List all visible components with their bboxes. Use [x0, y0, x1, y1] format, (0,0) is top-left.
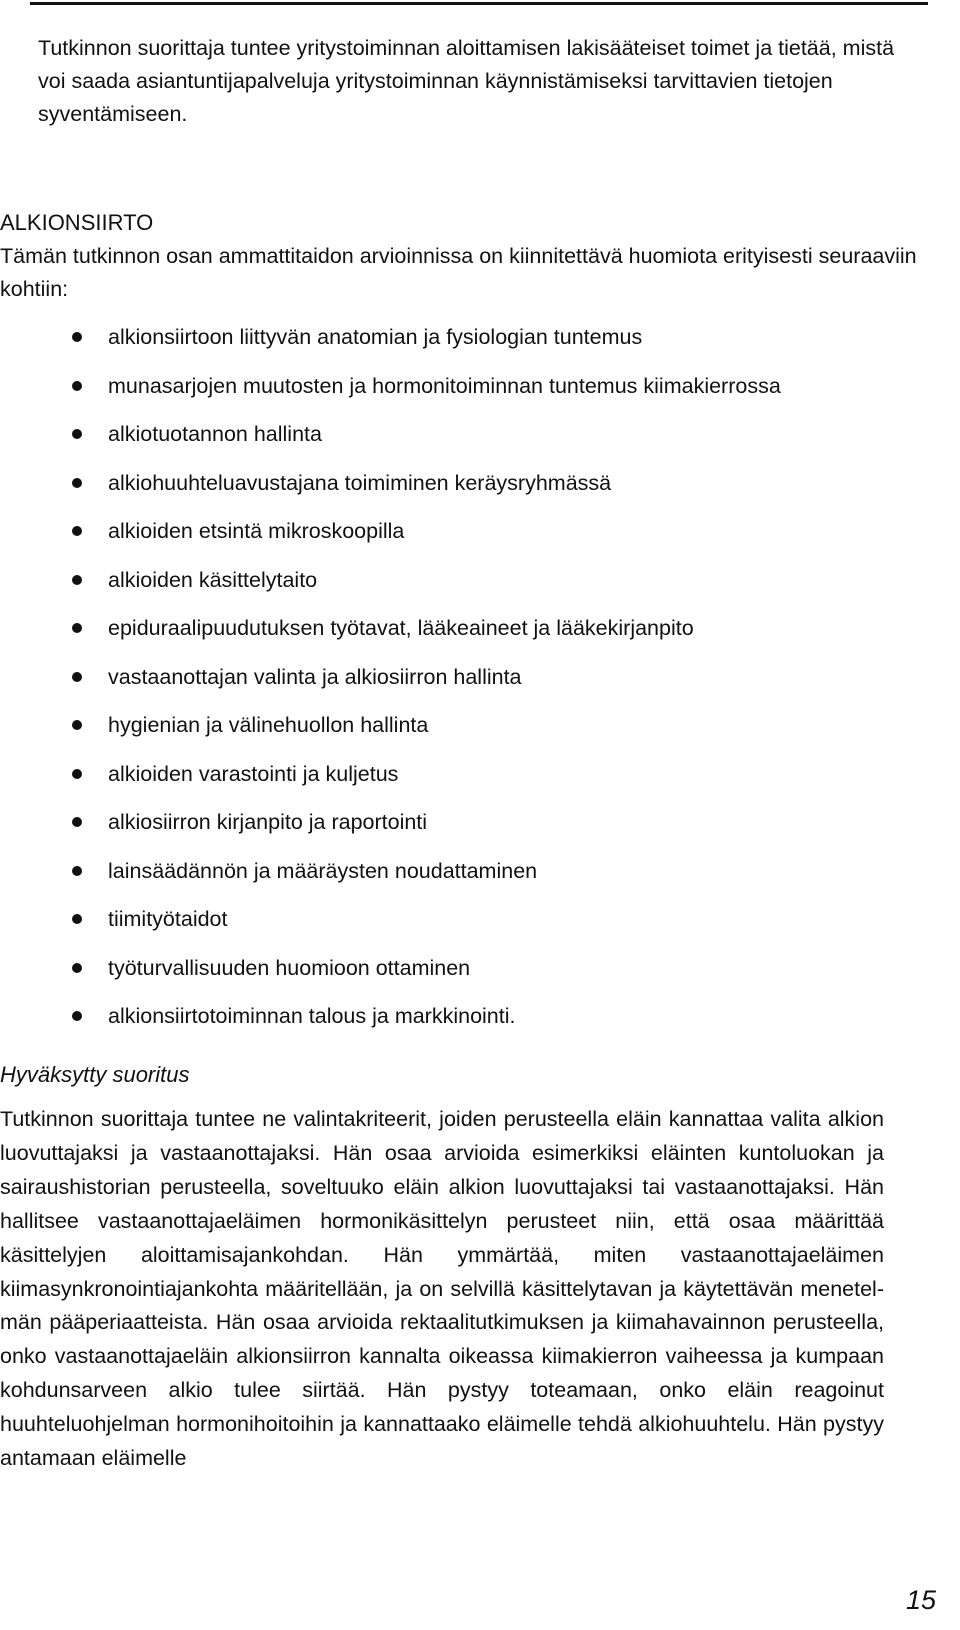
list-item	[0, 902, 930, 951]
list-item	[0, 466, 930, 515]
page-number: 15	[905, 1585, 936, 1615]
bullet-icon	[72, 866, 82, 876]
bullet-icon	[72, 817, 82, 827]
bullet-icon	[72, 720, 82, 730]
section-heading: ALKIONSIIRTO	[0, 210, 154, 235]
intro-text: Tutkinnon suorittaja tuntee yritystoiminnan aloittamisen lakisääteiset toimet ja tietää, mistä voi saada asiantuntijapalveluja yritystoiminnan käynnistämiseksi tarvittavien tietojen syventämiseen.	[38, 36, 895, 126]
list-item	[0, 951, 930, 1000]
accepted-heading: Hyväksytty suoritus	[0, 1062, 190, 1087]
bullet-icon	[72, 769, 82, 779]
list-item	[0, 805, 930, 854]
top-rule	[30, 2, 928, 5]
bullet-icon	[72, 381, 82, 391]
list-item-text: alkiotuotannon hallinta	[108, 422, 322, 446]
list-item	[0, 708, 930, 757]
list-item	[0, 757, 930, 806]
list-item-text: alkiosiirron kirjanpito ja raportointi	[108, 810, 428, 834]
bullet-icon	[72, 963, 82, 973]
bullet-icon	[72, 526, 82, 536]
list-item	[0, 369, 930, 418]
bullet-icon	[72, 429, 82, 439]
bullet-icon	[72, 623, 82, 633]
list-item-text: hygienian ja välinehuollon hallinta	[108, 713, 429, 737]
bullet-icon	[72, 575, 82, 585]
list-item-text: munasarjojen muutosten ja hormonitoiminnan tuntemus kiimakierrossa	[108, 373, 781, 398]
list-item	[0, 563, 930, 612]
bullet-icon	[72, 478, 82, 488]
list-item	[0, 854, 930, 903]
list-item-text: tiimityötaidot	[108, 907, 228, 931]
list-item-text: vastaanottajan valinta ja alkiosiirron hallinta	[108, 664, 522, 689]
criteria-list	[0, 320, 930, 1048]
bullet-icon	[72, 1011, 82, 1021]
bullet-icon	[72, 672, 82, 682]
list-item-text: epiduraalipuudutuksen työtavat, lääkeaineet ja lääkekirjanpito	[108, 616, 694, 640]
list-item-text: työturvallisuuden huomioon ottaminen	[108, 955, 471, 980]
list-item	[0, 999, 930, 1048]
accepted-body: Tutkinnon suorittaja tuntee ne valintakriteerit, joiden perusteella eläin kannattaa valita alkion luovuttajaksi ja vastaanottajaksi. Hän osaa arvioida esimerkiksi eläinten kuntoluokan ja sairaushistorian perusteella, soveltuuko eläin alkion luovuttajaksi tai vastaanottajaksi. Hän hallitsee vastaanottajaeläimen hormonikäsittelyn perusteet niin, että osaa määrittää käsittelyjen aloittamisajankohdan. Hän ymmärtää, miten vastaanottajaeläimen kiimasynkronointiajankohta määritellään, ja on selvillä käsittelytavan ja käytettävän menetelmän pääperiaatteista. Hän osaa arvioida rektaalitutkimuksen ja kiimahavainnon perusteella, onko vastaanottajaeläin alkionsiirron kannalta oikeassa kiimakierron vaiheessa ja kumpaan kohdunsarveen alkio tulee siirtää. Hän pystyy toteamaan, onko eläin reagoinut huuhteluohjelman hormonihoitoihin ja kannattaako eläimelle tehdä alkiohuuhtelu. Hän pystyy antamaan eläimelle	[0, 1107, 884, 1471]
list-item-text: alkionsiirtotoiminnan talous ja markkinointi.	[108, 1004, 516, 1028]
list-item	[0, 320, 930, 369]
list-item-text: alkionsiirtoon liittyvän anatomian ja fysiologian tuntemus	[108, 325, 643, 349]
list-item	[0, 417, 930, 466]
list-item	[0, 660, 930, 709]
list-item	[0, 514, 930, 563]
list-item-text: alkiohuuhteluavustajana toimiminen keräysryhmässä	[108, 470, 612, 495]
list-item-text: lainsäädännön ja määräysten noudattaminen	[108, 858, 538, 883]
list-item-text: alkioiden varastointi ja kuljetus	[108, 761, 399, 786]
bullet-icon	[72, 914, 82, 924]
list-item-text: alkioiden etsintä mikroskoopilla	[108, 519, 405, 543]
section-intro: Tämän tutkinnon osan ammattitaidon arvioinnissa on kiinnitettävä huomiota erityisesti seuraaviin kohtiin:	[0, 244, 917, 301]
bullet-icon	[72, 332, 82, 342]
list-item-text: alkioiden käsittelytaito	[108, 567, 318, 592]
intro-paragraph	[38, 32, 918, 131]
list-item	[0, 611, 930, 660]
